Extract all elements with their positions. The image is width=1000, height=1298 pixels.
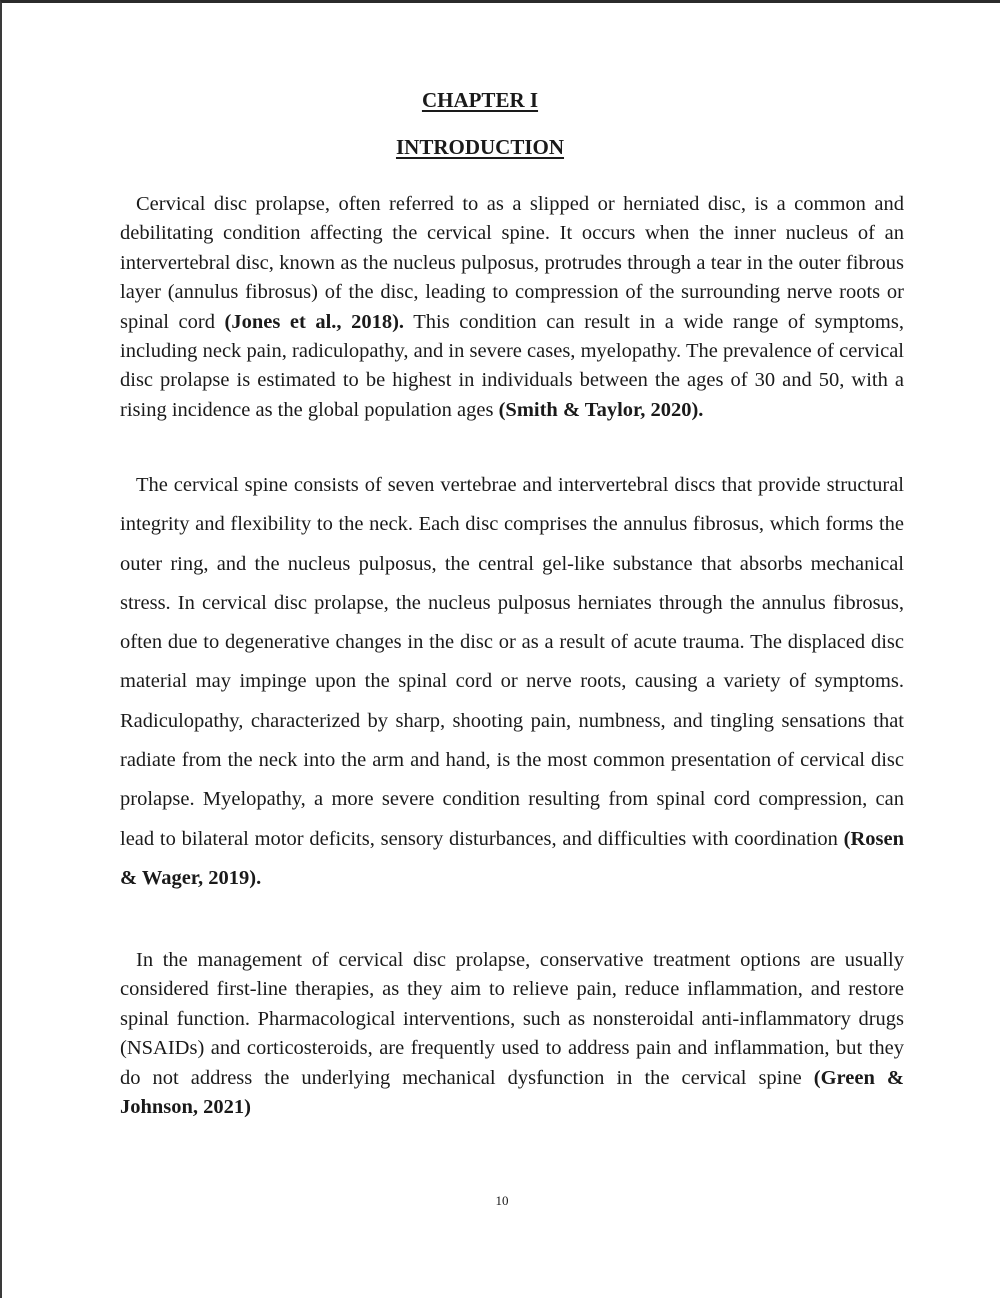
paragraph-1-text-b: This condition can result in a wide range of symptoms, including neck pain, radiculopathy, and in severe cases, myelopathy. The prevalence of cervical disc prolapse is estimated to be highest in individuals between the ages of 30 and 50, with a rising incidence as the global population ages [120,310,904,421]
paragraph-3-text: In the management of cervical disc prolapse, conservative treatment options are usually considered first-line therapies, as they aim to relieve pain, reduce inflammation, and restore spinal function. Pharmacological interventions, such as nonsteroidal anti-inflammatory drugs (NSAIDs) and corticosteroids, are frequently used to address pain and inflammation, but they do not address the underlying mechanical dysfunction in the cervical spine [120,949,904,1089]
citation-rosen-wager-2019: (Rosen & Wager, 2019). [120,827,904,889]
citation-green-johnson-2021: (Green & Johnson, 2021) [120,1066,904,1119]
citation-jones-2018: (Jones et al., 2018). [224,310,405,333]
paragraph-3 [120,946,904,1122]
citation-smith-taylor-2020: (Smith & Taylor, 2020). [498,398,704,421]
paragraph-2 [120,466,904,898]
paragraph-1 [120,190,904,425]
paragraph-2-text: The cervical spine consists of seven vertebrae and intervertebral discs that provide structural integrity and flexibility to the neck. Each disc comprises the annulus fibrosus, which forms the outer ring, and the nucleus pulposus, the central gel-like substance that absorbs mechanical stress. In cervical disc prolapse, the nucleus pulposus herniates through the annulus fibrosus, often due to degenerative changes in the disc or as a result of acute trauma. The displaced disc material may impinge upon the spinal cord or nerve roots, causing a variety of symptoms. Radiculopathy, characterized by sharp, shooting pain, numbness, and tingling sensations that radiate from the neck into the arm and hand, is the most common presentation of cervical disc prolapse. Myelopathy, a more severe condition resulting from spinal cord compression, can lead to bilateral motor deficits, sensory disturbances, and difficulties with coordination [120,474,904,850]
page-number: 10 [495,1193,509,1208]
chapter-heading: CHAPTER I [421,88,539,112]
paragraph-1-text-a: Cervical disc prolapse, often referred to as a slipped or herniated disc, is a common and debilitating condition affecting the cervical spine. It occurs when the inner nucleus of an intervertebral disc, known as the nucleus pulposus, protrudes through a tear in the outer fibrous layer (annulus fibrosus) of the disc, leading to compression of the surrounding nerve roots or spinal cord [120,193,904,333]
section-title: INTRODUCTION [395,135,565,159]
